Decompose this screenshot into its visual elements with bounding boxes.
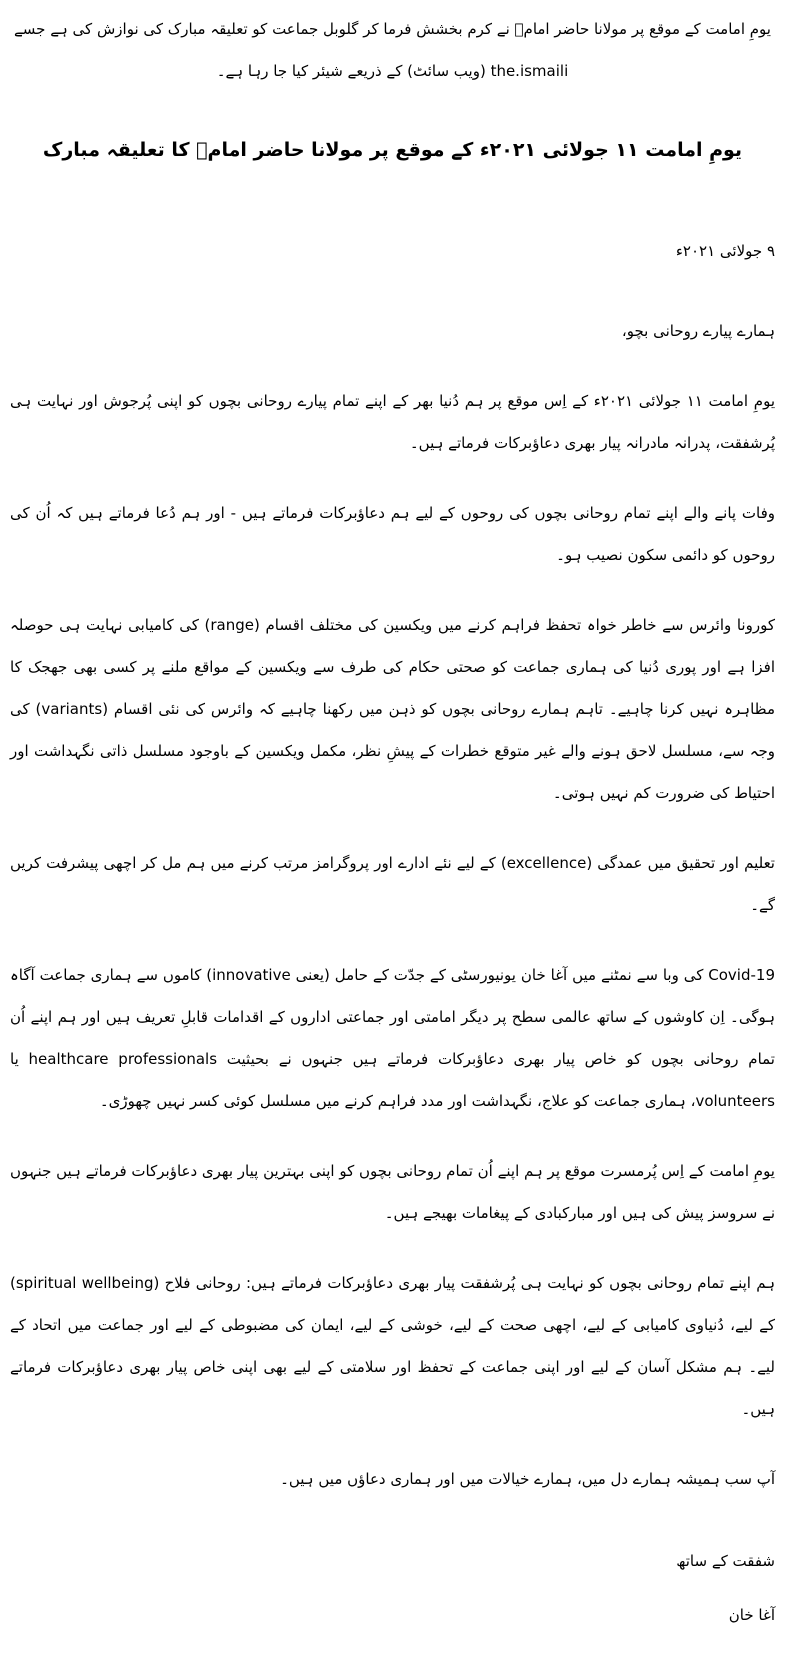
signature: آغا خان [728,1606,775,1624]
document-title: یومِ امامت ۱۱ جولائی ۲۰۲۱ء کے موقع پر مولانا حاضر امامؑ کا تعلیقہ مبارک [42,139,743,161]
date-line: ۹ جولائی ۲۰۲۱ء [675,242,775,260]
para-imamat-greeting: یومِ امامت ۱۱ جولائی ۲۰۲۱ء کے اِس موقع پر ہم دُنیا بھر کے اپنے تمام پیارے روحانی بچوں کو اپنی پُرجوش اور نہایت ہی پُرشفقت، پدرانہ مادرانہ پیار بھری دعاؤبرکات فرماتے ہیں۔ [10,392,775,452]
intro-note: یومِ امامت کے موقع پر مولانا حاضر امامؑ نے کرم بخشش فرما کر گلوبل جماعت کو تعلیقہ مبارک کی نوازش کی ہے جسے the.ismaili (ویب سائٹ) کے ذریعے شیئر کیا جا رہا ہے۔ [14,20,771,80]
para-services-gratitude: یومِ امامت کے اِس پُرمسرت موقع پر ہم اپنے اُن تمام روحانی بچوں کو اپنی بہترین پیار بھری دعاؤبرکات فرماتے ہیں جنہوں نے سروسز پیش کی ہیں اور مبارکبادی کے پیغامات بھیجے ہیں۔ [10,1162,775,1222]
para-always-in-prayers: آپ سب ہمیشہ ہمارے دل میں، ہمارے خیالات میں اور ہماری دعاؤں میں ہیں۔ [280,1470,775,1488]
para-blessings-list: ہم اپنے تمام روحانی بچوں کو نہایت ہی پُرشفقت پیار بھری دعاؤبرکات فرماتے ہیں: روحانی فلاح (spiritual wellbeing) کے لیے، دُنیاوی کامیابی کے لیے، اچھی صحت کے لیے، خوشی کے لیے، ایمان کی مضبوطی کے لیے اور جماعت میں اتحاد کے لیے۔ ہم مشکل آسان کے لیے اور اپنی جماعت کے تحفظ اور سلامتی کے لیے بھی اپنی خاص پیار بھری دعاؤبرکات فرماتے ہیں۔ [10,1274,775,1418]
para-covid-response: Covid-19 کی وبا سے نمٹنے میں آغا خان یونیورسٹی کے جدّت کے حامل (یعنی innovative) کاموں سے ہماری جماعت آگاہ ہوگی۔ اِن کاوشوں کے ساتھ عالمی سطح پر دیگر امامتی اور جماعتی اداروں کے اقدامات قابلِ تعریف ہیں اور ہم اپنے اُن تمام روحانی بچوں کو خاص پیار بھری دعاؤبرکات فرماتے ہیں جنہوں نے بحیثیت healthcare professionals یا volunteers، ہماری جماعت کو علاج، نگہداشت اور مدد فراہم کرنے میں مسلسل کوئی کسر نہیں چھوڑی۔ [10,966,775,1110]
para-education-excellence: تعلیم اور تحقیق میں عمدگی (excellence) کے لیے نئے ادارے اور پروگرامز مرتب کرنے میں ہم مل کر اچھی پیشرفت کریں گے۔ [10,854,775,914]
salutation: ہمارے پیارے روحانی بچو، [621,322,775,340]
para-deceased-prayers: وفات پانے والے اپنے تمام روحانی بچوں کی روحوں کے لیے ہم دعاؤبرکات فرماتے ہیں - اور ہم دُعا فرماتے ہیں کہ اُن کی روحوں کو دائمی سکون نصیب ہو۔ [10,504,775,564]
valediction: شفقت کے ساتھ [676,1552,775,1570]
para-vaccines: کورونا وائرس سے خاطر خواہ تحفظ فراہم کرنے میں ویکسین کی مختلف اقسام (range) کی کامیابی نہایت ہی حوصلہ افزا ہے اور پوری دُنیا کی ہماری جماعت کو صحتی حکام کی طرف سے ویکسین کے مواقع ملنے پر کسی بھی جھجک کا مظاہرہ نہیں کرنا چاہیے۔ تاہم ہمارے روحانی بچوں کو ذہن میں رکھنا چاہیے کہ وائرس کی نئی اقسام (variants) کی وجہ سے، مسلسل لاحق ہونے والے غیر متوقع خطرات کے پیشِ نظر، مکمل ویکسین کے باوجود مسلسل ذاتی نگہداشت اور احتیاط کی ضرورت کم نہیں ہوتی۔ [10,616,776,802]
